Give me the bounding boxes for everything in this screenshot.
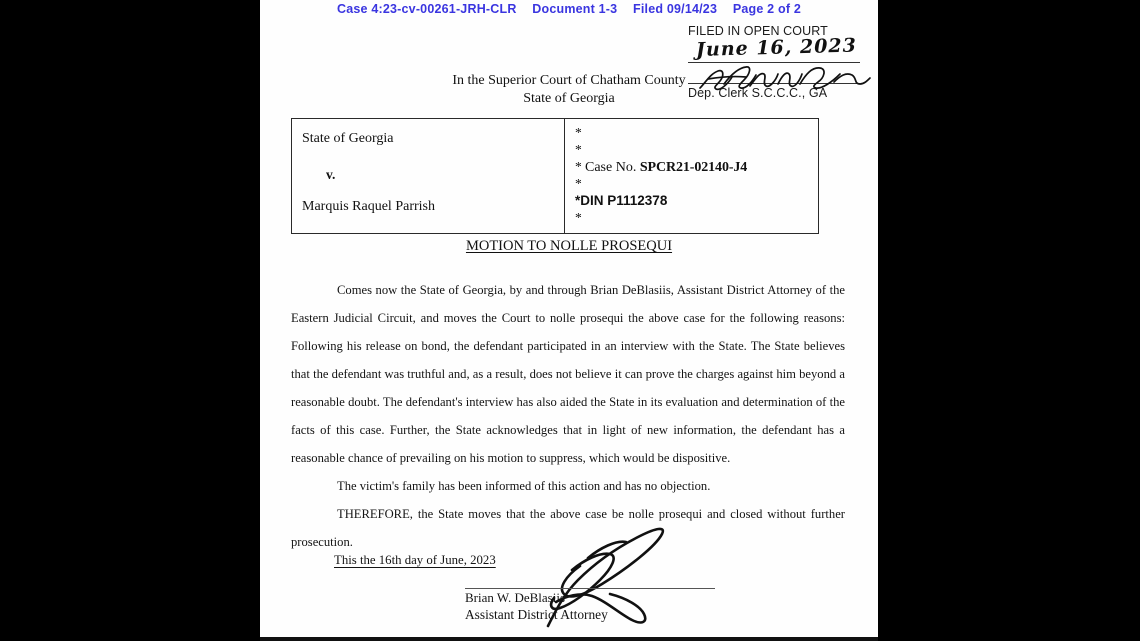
page-bottom-edge bbox=[260, 637, 878, 641]
document-body bbox=[291, 276, 845, 556]
asterisk: * bbox=[575, 159, 582, 174]
versus-label: v. bbox=[326, 167, 336, 182]
court-title bbox=[260, 72, 878, 108]
ecf-header-stamp bbox=[260, 2, 878, 16]
execution-date-text: This the 16th day of June, 2023 bbox=[334, 553, 496, 567]
scanned-document-page bbox=[260, 0, 878, 637]
caption-star-row bbox=[575, 125, 818, 142]
caption-case-info-cell bbox=[565, 119, 818, 233]
signature-block bbox=[465, 588, 795, 623]
signature-line bbox=[465, 588, 715, 589]
caption-parties-cell bbox=[292, 119, 565, 233]
defendant-name: Marquis Raquel Parrish bbox=[302, 199, 435, 214]
execution-date-line bbox=[334, 553, 496, 568]
ecf-filed-date: Filed 09/14/23 bbox=[633, 2, 718, 16]
caption-star-row bbox=[575, 142, 818, 159]
caption-case-number-row bbox=[575, 159, 818, 176]
body-paragraph-2: The victim's family has been informed of this action and has no objection. bbox=[337, 479, 711, 493]
case-number-label: Case No. bbox=[585, 160, 637, 175]
case-number-value: SPCR21-02140-J4 bbox=[639, 160, 748, 175]
court-state: State of Georgia bbox=[523, 91, 615, 106]
asterisk: * bbox=[575, 142, 582, 157]
caption-star-row bbox=[575, 176, 818, 193]
document-title-text: MOTION TO NOLLE PROSEQUI bbox=[465, 238, 673, 254]
asterisk: * bbox=[575, 210, 582, 225]
case-caption-table bbox=[291, 118, 819, 234]
plaintiff-name: State of Georgia bbox=[302, 131, 394, 146]
court-name: In the Superior Court of Chatham County bbox=[452, 73, 686, 88]
attorney-title: Assistant District Attorney bbox=[465, 607, 608, 623]
document-title bbox=[260, 238, 878, 255]
deputy-clerk-line: Dep. Clerk S.C.C.C., GA bbox=[688, 86, 828, 100]
attorney-name: Brian W. DeBlasiis bbox=[465, 590, 566, 606]
ecf-document-number: Document 1-3 bbox=[532, 2, 618, 16]
caption-star-row bbox=[575, 210, 818, 227]
caption-din-row bbox=[575, 193, 818, 210]
handwritten-filing-date: June 16, 2023 bbox=[695, 34, 858, 61]
asterisk: * bbox=[575, 125, 582, 140]
ecf-page-number: Page 2 of 2 bbox=[732, 2, 802, 16]
filed-stamp-heading: FILED IN OPEN COURT bbox=[688, 24, 828, 38]
body-paragraph-1: Comes now the State of Georgia, by and through Brian DeBlasiis, Assistant District Attorney of the Eastern Judicial Circuit, and moves the Court to nolle prosequi the above case for the following reasons: Following his release on bond, the defendant participated in an interview with the State. The State believes that the defendant was truthful and, as a result, does not believe it can prove the charges against him beyond a reasonable doubt. The defendant's interview has also aided the State in its evaluation and determination of the facts of this case. Further, the State acknowledges that in light of new information, the defendant has a reasonable chance of prevailing on his motion to suppress, which would be dispositive. bbox=[291, 283, 845, 465]
ecf-case-number: Case 4:23-cv-00261-JRH-CLR bbox=[336, 2, 517, 16]
din-value: *DIN P1112378 bbox=[575, 193, 668, 208]
asterisk: * bbox=[575, 176, 582, 191]
stamp-rule-upper bbox=[688, 62, 860, 63]
body-paragraph-3: THEREFORE, the State moves that the above case be nolle prosequi and closed without further prosecution. bbox=[291, 507, 845, 549]
